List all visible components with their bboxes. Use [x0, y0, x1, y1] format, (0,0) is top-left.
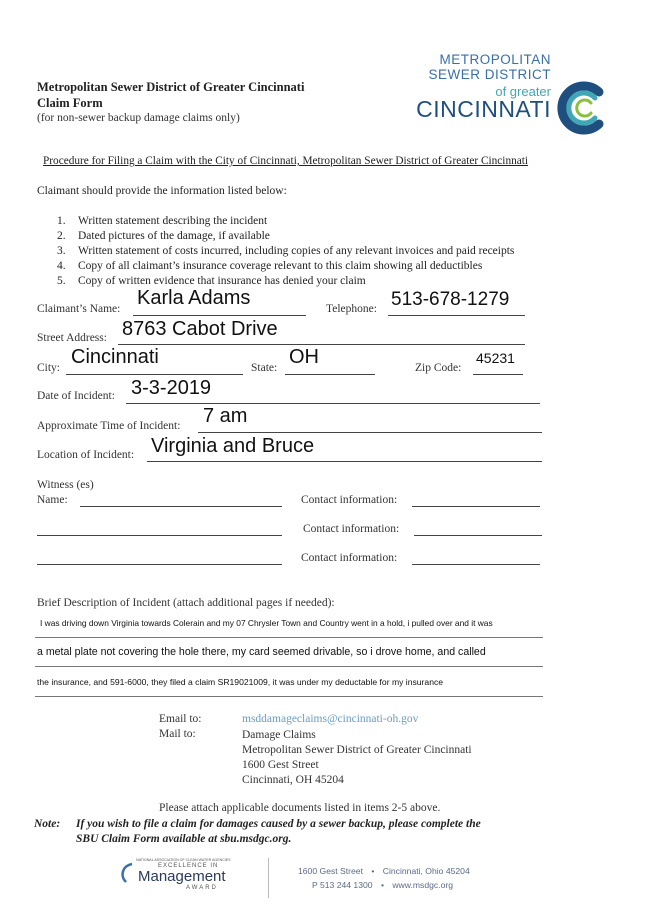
time-of-incident-line [198, 432, 542, 433]
logo-line-sewer-district: SEWER DISTRICT [428, 67, 551, 82]
state-value[interactable]: OH [289, 346, 319, 368]
street-address-label: Street Address: [37, 332, 107, 344]
requirement-item: 4. Copy of all claimant’s insurance coverage relevant to this claim showing all deductibles [57, 260, 483, 272]
mail-address-line: Damage Claims [242, 729, 316, 741]
zip-code-line [473, 374, 523, 375]
logo-line-cincinnati: CINCINNATI [416, 96, 551, 122]
footer-bullet: • [380, 880, 384, 890]
requirement-item: 2. Dated pictures of the damage, if available [57, 230, 270, 242]
description-line-1[interactable]: I was driving down Virginia towards Colerain and my 07 Chrysler Town and Country went in a hold, i pulled over and it was [40, 618, 493, 628]
logo-line-of-greater: of greater [495, 84, 551, 99]
msd-logo [405, 52, 615, 132]
description-rule-1 [35, 637, 543, 638]
mail-address-line: Metropolitan Sewer District of Greater Cincinnati [242, 744, 472, 756]
witness-name-line-3[interactable] [37, 564, 282, 565]
award-management-text: Management [138, 868, 226, 885]
footer-phone: P 513 244 1300 [312, 880, 373, 890]
witness-name-line-2[interactable] [37, 535, 282, 536]
note-label: Note: [34, 818, 61, 830]
witness-contact-line-1[interactable] [412, 506, 540, 507]
requirement-item: 3. Written statement of costs incurred, including copies of any relevant invoices and paid receipts [57, 245, 515, 257]
footer-divider [268, 858, 269, 898]
logo-line-metropolitan: METROPOLITAN [439, 52, 551, 67]
requirement-item: 5. Copy of written evidence that insurance has denied your claim [57, 275, 366, 287]
form-subtitle: (for non-sewer backup damage claims only) [37, 112, 240, 124]
time-of-incident-value[interactable]: 7 am [203, 405, 248, 427]
requirement-item: 1. Written statement describing the incident [57, 215, 268, 227]
date-of-incident-value[interactable]: 3-3-2019 [131, 377, 212, 399]
form-title: Claim Form [37, 96, 103, 110]
mail-label: Mail to: [159, 728, 196, 740]
witness-contact-label-2: Contact information: [303, 523, 400, 535]
procedure-title: Procedure for Filing a Claim with the City of Cincinnati, Metropolitan Sewer District of Greater Cincinnati [43, 155, 529, 167]
management-award-logo [118, 858, 243, 894]
zip-code-label: Zip Code: [415, 362, 462, 374]
description-line-2[interactable]: a metal plate not covering the hole there, my card seemed drivable, so i drove home, and called [37, 646, 486, 658]
footer-address-line [298, 866, 470, 876]
description-rule-2 [35, 666, 543, 667]
footer-street: 1600 Gest Street [298, 866, 363, 876]
description-line-3[interactable]: the insurance, and 591-6000, they filed a claim SR19021009, it was under my deductable for my insurance [37, 677, 444, 687]
attach-note: Please attach applicable documents listed in items 2-5 above. [159, 802, 441, 814]
email-label: Email to: [159, 713, 202, 725]
note-line-2: SBU Claim Form available at sbu.msdgc.org. [76, 833, 292, 845]
zip-code-value[interactable]: 45231 [476, 350, 515, 366]
award-small-text: NATIONAL ASSOCIATION OF CLEAN WATER AGENCIES [136, 858, 231, 862]
claimant-name-label: Claimant’s Name: [37, 303, 121, 315]
telephone-value[interactable]: 513-678-1279 [391, 289, 510, 310]
city-line [66, 374, 243, 375]
mail-address-line: Cincinnati, OH 45204 [242, 774, 344, 786]
description-rule-3 [35, 696, 543, 697]
award-award-text: AWARD [186, 885, 218, 891]
claimant-name-value[interactable]: Karla Adams [137, 287, 251, 309]
witness-name-label: Name: [37, 494, 68, 506]
telephone-line [388, 315, 525, 316]
org-name: Metropolitan Sewer District of Greater Cincinnati [37, 80, 305, 94]
date-of-incident-line [126, 403, 540, 404]
mail-address-line: 1600 Gest Street [242, 759, 319, 771]
email-link[interactable]: msddamageclaims@cincinnati-oh.gov [242, 713, 419, 725]
city-label: City: [37, 362, 61, 374]
witness-contact-line-3[interactable] [412, 564, 540, 565]
location-of-incident-label: Location of Incident: [37, 449, 135, 461]
witness-contact-line-2[interactable] [414, 535, 542, 536]
telephone-label: Telephone: [326, 303, 377, 315]
footer-city: Cincinnati, Ohio 45204 [382, 866, 470, 876]
footer-bullet: • [371, 866, 375, 876]
award-swoosh-icon [118, 862, 136, 884]
logo-c-mark-icon [555, 80, 611, 136]
city-value[interactable]: Cincinnati [71, 346, 159, 368]
mail-address [242, 728, 472, 788]
state-line [285, 374, 375, 375]
note-line-1: If you wish to file a claim for damages caused by a sewer backup, please complete the [76, 818, 481, 830]
footer-website[interactable]: www.msdgc.org [392, 880, 453, 890]
claimant-name-line [133, 315, 306, 316]
witness-name-line-1[interactable] [80, 506, 282, 507]
state-label: State: [251, 362, 278, 374]
intro-text: Claimant should provide the information listed below: [37, 185, 287, 197]
witness-heading: Witness (es) [37, 479, 94, 491]
street-address-line [118, 344, 525, 345]
time-of-incident-label: Approximate Time of Incident: [37, 420, 181, 432]
requirements-list [57, 214, 514, 289]
footer-contact-line [312, 880, 453, 890]
location-of-incident-value[interactable]: Virginia and Bruce [151, 435, 315, 457]
witness-contact-label-3: Contact information: [301, 552, 398, 564]
award-excellence-text: EXCELLENCE IN [158, 863, 219, 869]
description-label: Brief Description of Incident (attach additional pages if needed): [37, 597, 335, 609]
witness-contact-label-1: Contact information: [301, 494, 398, 506]
date-of-incident-label: Date of Incident: [37, 390, 115, 402]
location-of-incident-line [147, 461, 542, 462]
street-address-value[interactable]: 8763 Cabot Drive [122, 318, 278, 340]
